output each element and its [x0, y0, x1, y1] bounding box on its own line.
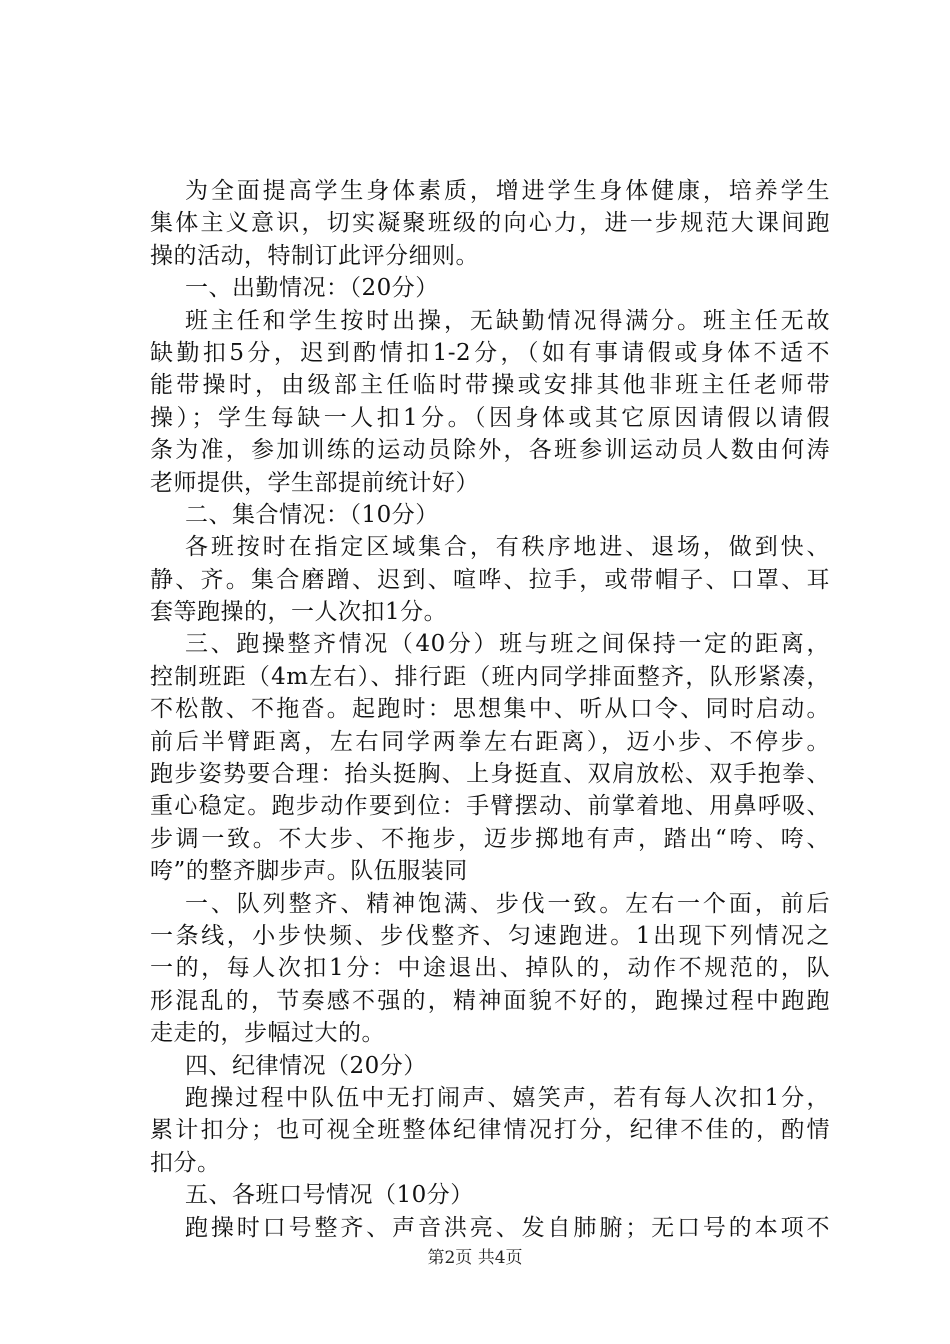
- text-line: 三、跑操整齐情况（40分）班与班之间保持一定的距离，: [185, 631, 830, 658]
- text-line: 为全面提高学生身体素质，增进学生身体健康，培养学生: [185, 178, 830, 204]
- text-line: 跑步姿势要合理：抬头挺胸、上身挺直、双肩放松、双手抱拳、: [150, 761, 830, 788]
- text-line: 咵”的整齐脚步声。队伍服装同: [150, 858, 468, 885]
- text-line: 条为准，参加训练的运动员除外，各班参训运动员人数由何涛: [150, 437, 830, 464]
- text-line: 各班按时在指定区域集合，有秩序地进、退场，做到快、: [185, 534, 830, 561]
- text-line: 能带操时，由级部主任临时带操或安排其他非班主任老师带: [150, 372, 830, 399]
- text-line: 老师提供，学生部提前统计好）: [150, 469, 479, 496]
- text-line: 四、纪律情况（20分）: [185, 1052, 427, 1079]
- text-line: 班主任和学生按时出操，无缺勤情况得满分。班主任无故: [185, 307, 830, 334]
- text-line: 走走的，步幅过大的。: [150, 1020, 385, 1047]
- text-line: 不松散、不拖沓。起跑时：思想集中、听从口令、同时启动。: [150, 696, 830, 723]
- text-line: 操的活动，特制订此评分细则。: [150, 242, 479, 269]
- text-line: 二、集合情况：（10分）: [185, 501, 439, 528]
- text-line: 一、队列整齐、精神饱满、步伐一致。左右一个面，前后: [185, 890, 830, 917]
- text-line: 集体主义意识，切实凝聚班级的向心力，进一步规范大课间跑: [150, 210, 830, 237]
- text-line: 跑操时口号整齐、声音洪亮、发自肺腑；无口号的本项不: [185, 1214, 830, 1241]
- text-line: 控制班距（4m左右）、排行距（班内同学排面整齐，队形紧凑，: [150, 663, 830, 690]
- text-line: 静、齐。集合磨蹭、迟到、喧哗、拉手，或带帽子、口罩、耳: [150, 566, 830, 593]
- text-line: 形混乱的，节奏感不强的，精神面貌不好的，跑操过程中跑跑: [150, 987, 830, 1014]
- text-line: 累计扣分；也可视全班整体纪律情况打分，纪律不佳的，酌情: [150, 1117, 830, 1144]
- text-line: 步调一致。不大步、不拖步，迈步掷地有声，踏出“咵、咵、: [150, 825, 830, 852]
- page-footer: 第2页 共4页: [427, 1248, 523, 1268]
- text-line: 一的，每人次扣1分：中途退出、掉队的，动作不规范的，队: [150, 955, 830, 982]
- text-line: 操）；学生每缺一人扣1分。（因身体或其它原因请假以请假: [150, 404, 830, 431]
- text-line: 扣分。: [150, 1149, 221, 1176]
- text-line: 重心稳定。跑步动作要到位：手臂摆动、前掌着地、用鼻呼吸、: [150, 793, 830, 820]
- text-line: 缺勤扣5分，迟到酌情扣1-2分，（如有事请假或身体不适不: [150, 339, 830, 366]
- text-line: 跑操过程中队伍中无打闹声、嬉笑声，若有每人次扣1分，: [185, 1084, 830, 1111]
- document-body: [150, 175, 830, 1244]
- text-line: 前后半臂距离，左右同学两拳左右距离），迈小步、不停步。: [150, 728, 830, 755]
- text-line: 套等跑操的，一人次扣1分。: [150, 599, 448, 626]
- text-line: 五、各班口号情况（10分）: [185, 1182, 474, 1209]
- text-line: 一、出勤情况：（20分）: [185, 275, 439, 302]
- text-line: 一条线，小步快频、步伐整齐、匀速跑进。1出现下列情况之: [150, 922, 830, 949]
